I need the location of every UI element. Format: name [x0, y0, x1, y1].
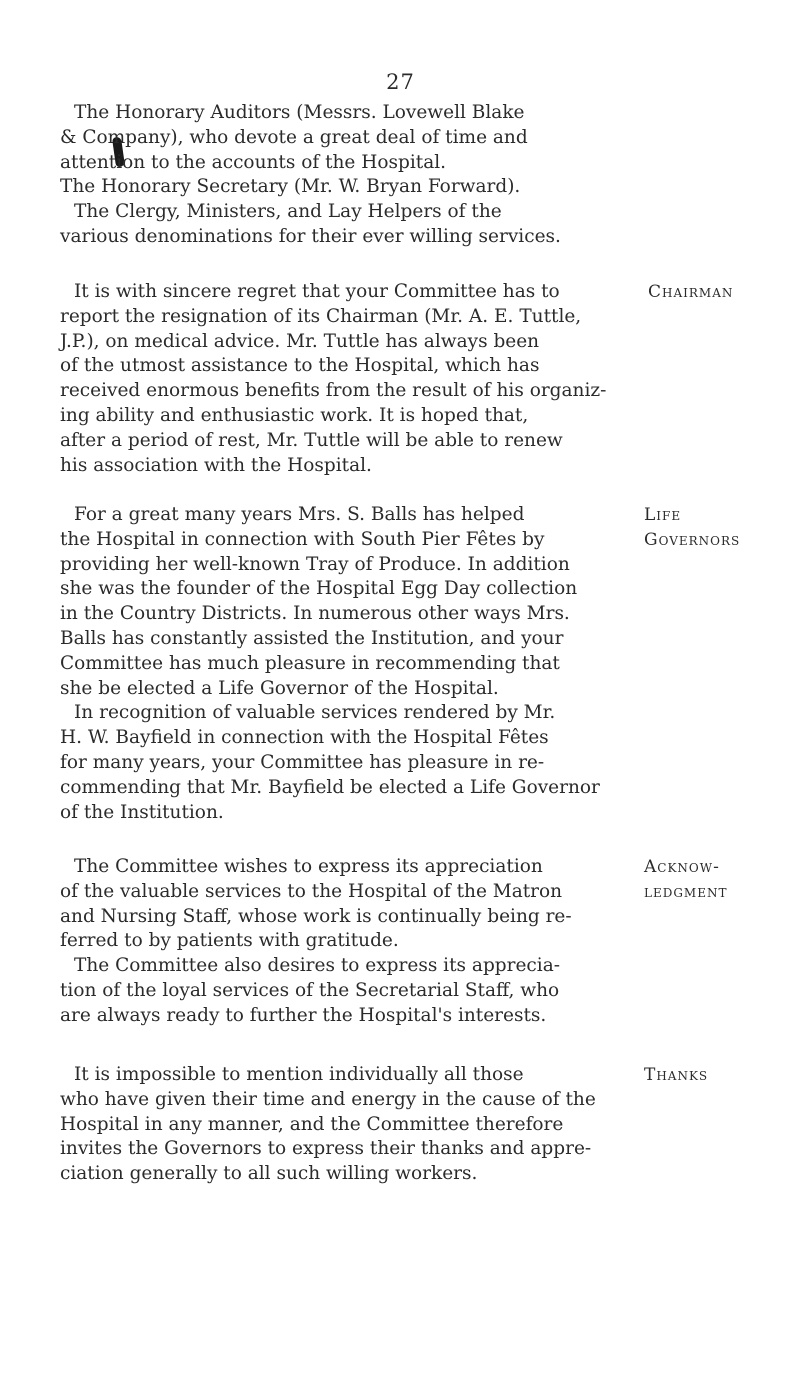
- paragraph: [60, 200, 604, 250]
- text-line: his association with the Hospital.: [60, 454, 372, 476]
- page-number: 27: [386, 70, 415, 94]
- text-line: of the utmost assistance to the Hospital, which has: [60, 355, 540, 377]
- margin-heading-line: ledgment: [644, 881, 728, 902]
- text-line: for many years, your Committee has pleasure in re-: [60, 751, 545, 773]
- text-line: The Honorary Auditors (Messrs. Lovewell Blake: [74, 102, 525, 123]
- text-line: It is impossible to mention individually all those: [74, 1064, 524, 1085]
- text-line: The Committee wishes to express its appreciation: [74, 856, 543, 877]
- paragraph: [60, 175, 604, 200]
- text-line: For a great many years Mrs. S. Balls has helped: [74, 504, 525, 525]
- margin-heading-line: Governors: [644, 529, 741, 550]
- margin-heading-line: Chairman: [648, 282, 734, 302]
- section-chairman: [60, 280, 800, 478]
- text-line: H. W. Bayfield in connection with the Hospital Fêtes: [60, 727, 549, 749]
- text-line: in the Country Districts. In numerous other ways Mrs.: [60, 603, 570, 625]
- margin-heading-thanks: [644, 1063, 794, 1088]
- text-line: attention to the accounts of the Hospital.: [60, 151, 447, 173]
- paragraph: [60, 101, 604, 175]
- text-line: tion of the loyal services of the Secretarial Staff, who: [60, 979, 560, 1001]
- text-line: ciation generally to all such willing workers.: [60, 1163, 478, 1185]
- text-line: Balls has constantly assisted the Institution, and your: [60, 627, 564, 649]
- paragraph: [60, 1063, 604, 1187]
- section-intro: [60, 101, 800, 250]
- text-line: she be elected a Life Governor of the Hospital.: [60, 677, 499, 699]
- text-line: The Honorary Secretary (Mr. W. Bryan Forward).: [60, 176, 521, 198]
- text-line: received enormous benefits from the result of his organiz-: [60, 380, 607, 402]
- paragraph: [60, 701, 604, 825]
- text-line: Committee has much pleasure in recommending that: [60, 652, 560, 674]
- text-line: ing ability and enthusiastic work. It is hoped that,: [60, 404, 529, 426]
- text-line: invites the Governors to express their thanks and appre-: [60, 1138, 592, 1160]
- paragraph: [60, 503, 604, 701]
- text-line: various denominations for their ever willing services.: [60, 225, 561, 247]
- text-line: The Clergy, Ministers, and Lay Helpers of the: [74, 201, 502, 223]
- text-line: and Nursing Staff, whose work is continually being re-: [60, 905, 572, 927]
- paragraph: [60, 280, 607, 478]
- text-line: report the resignation of its Chairman (Mr. A. E. Tuttle,: [60, 305, 582, 327]
- text-line: of the Institution.: [60, 801, 224, 823]
- text-line: commending that Mr. Bayfield be elected a Life Governor: [60, 776, 600, 798]
- text-line: the Hospital in connection with South Pier Fêtes by: [60, 528, 545, 550]
- margin-heading-acknowledgment: [644, 855, 794, 905]
- text-line: The Committee also desires to express its apprecia-: [74, 955, 560, 977]
- text-line: It is with sincere regret that your Committee has to: [74, 281, 560, 302]
- margin-heading-line: Acknow-: [644, 857, 720, 877]
- paragraph: [60, 855, 604, 954]
- text-line: who have given their time and energy in the cause of the: [60, 1088, 596, 1110]
- paragraph: [60, 954, 604, 1028]
- text-line: J.P.), on medical advice. Mr. Tuttle has always been: [60, 330, 540, 352]
- text-line: & Company), who devote a great deal of time and: [60, 126, 528, 148]
- text-line: of the valuable services to the Hospital of the Matron: [60, 880, 563, 902]
- margin-heading-life-governors: [644, 503, 794, 553]
- text-line: In recognition of valuable services rendered by Mr.: [74, 702, 556, 724]
- text-line: she was the founder of the Hospital Egg Day collection: [60, 578, 578, 600]
- text-line: are always ready to further the Hospital's interests.: [60, 1004, 547, 1026]
- text-line: after a period of rest, Mr. Tuttle will be able to renew: [60, 429, 563, 451]
- margin-heading-line: Thanks: [644, 1065, 709, 1085]
- text-line: ferred to by patients with gratitude.: [60, 930, 399, 952]
- margin-heading-chairman: [648, 280, 798, 305]
- text-line: providing her well-known Tray of Produce. In addition: [60, 553, 570, 575]
- text-line: Hospital in any manner, and the Committee therefore: [60, 1113, 564, 1135]
- margin-heading-line: Life: [644, 505, 682, 525]
